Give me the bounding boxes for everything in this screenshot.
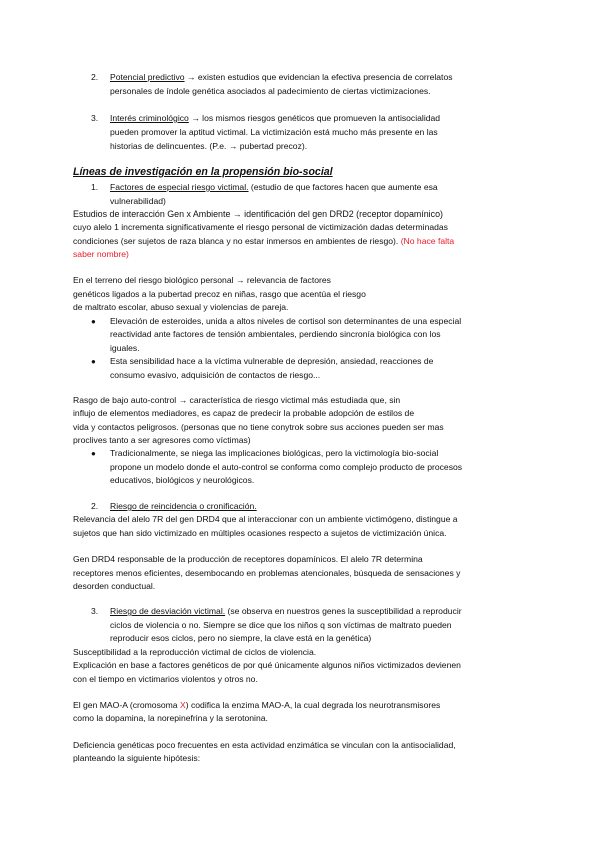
paragraph-line: receptores menos eficientes, desembocando en problemas atencionales, búsqueda de sensaciones y (73, 568, 461, 578)
paragraph-line: proclives tanto a ser agresores como víctimas) (73, 435, 251, 445)
bullet: ● (91, 357, 96, 366)
list-number: 3. (91, 113, 99, 123)
paragraph-line: desorden conductual. (73, 581, 156, 591)
bullet: ● (91, 449, 96, 458)
bullet-text: iguales. (110, 343, 140, 353)
list-number: 2. (91, 501, 99, 511)
paragraph-line: como la dopamina, la norepinefrina y la serotonina. (73, 713, 268, 723)
paragraph-line: Relevancia del alelo 7R del gen DRD4 que al interaccionar con un ambiente victimógeno, distingue a (73, 514, 458, 524)
list-number: 3. (91, 606, 99, 616)
note-red: saber nombre) (73, 249, 129, 259)
paragraph-desviacion: Riesgo de desviación victimal. (se observa en nuestros genes la susceptibilidad a reproducir (110, 606, 462, 616)
paragraph-line: Deficiencia genéticas poco frecuentes en esta actividad enzimática se vinculan con la antisocialidad, (73, 740, 456, 750)
paragraph-line: vulnerabilidad) (110, 196, 166, 206)
bullet-text: educativos, biológicos y neurológicos. (110, 475, 255, 485)
paragraph-line: historias de delincuentes. (P.e. → pubertad precoz). (110, 141, 308, 151)
paragraph-line: En el terreno del riesgo biológico personal → relevancia de factores (73, 275, 331, 285)
term-factores-riesgo: Factores de especial riesgo victimal. (110, 182, 249, 192)
bullet-text: propone un modelo donde el auto-control se conforma como complejo producto de procesos (110, 462, 463, 472)
paragraph-line: sujetos que han sido victimizado en múltiples ocasiones respecto a sujetos de victimización única. (73, 528, 447, 538)
paragraph-line: Rasgo de bajo auto-control → característica de riesgo victimal más estudiada que, sin (73, 395, 401, 405)
paragraph-line: ciclos de violencia o no. Siempre se dice que los niños q son víctimas de maltrato pueden (110, 620, 452, 630)
list-number: 1. (91, 182, 99, 192)
chromosome-x: X (179, 700, 186, 710)
term-riesgo-desviacion: Riesgo de desviación victimal. (110, 606, 226, 616)
term-interes-criminologico: Interés criminológico (110, 113, 189, 123)
paragraph-line: de maltrato escolar, abuso sexual y violencias de pareja. (73, 302, 289, 312)
term-riesgo-reincidencia: Riesgo de reincidencia o cronificación. (110, 501, 257, 511)
paragraph-factores: Factores de especial riesgo victimal. (estudio de que factores hacen que aumente esa (110, 182, 438, 192)
paragraph-line: Estudios de interacción Gen x Ambiente → identificación del gen DRD2 (receptor dopamínico) (73, 209, 443, 219)
note-red: (No hace falta (400, 236, 455, 246)
paragraph-line: influjo de elementos mediadores, es capaz de predecir la probable adopción de estilos de (73, 408, 415, 418)
paragraph-line: reproducir esos ciclos, pero no siempre, la clave está en la genética) (110, 633, 372, 643)
bullet-text: consumo evasivo, adquisición de contactos de riesgo... (110, 370, 321, 380)
paragraph-potencial-predictivo: Potencial predictivo → existen estudios que evidencian la efectiva presencia de correlatos (110, 72, 453, 82)
paragraph-line: cuyo alelo 1 incrementa significativamente el riesgo personal de victimización dadas determinadas (73, 222, 448, 232)
paragraph-line: El gen MAO-A (cromosoma X) codifica la enzima MAO-A, la cual degrada los neurotransmisores (73, 700, 441, 710)
paragraph-line: con el tiempo en victimarios violentos y otros no. (73, 674, 258, 684)
paragraph-line: Susceptibilidad a la reproducción victimal de ciclos de violencia. (73, 647, 317, 657)
paragraph-line: genéticos ligados a la pubertad precoz en niñas, rasgo que acentúa el riesgo (73, 289, 366, 299)
paragraph-line: Explicación en base a factores genéticos de por qué únicamente algunos niños victimizados devienen (73, 660, 461, 670)
paragraph-line: personales de índole genética asociados al padecimiento de ciertas victimizaciones. (110, 86, 431, 96)
paragraph-line: vida y contactos peligrosos. (personas que no tiene conytrok sobre sus acciones pueden ser mas (73, 422, 444, 432)
paragraph-line: Gen DRD4 responsable de la producción de receptores dopamínicos. El alelo 7R determina (73, 554, 423, 564)
paragraph-line: pueden promover la aptitud victimal. La victimización está mucho más presente en las (110, 127, 438, 137)
term-potencial-predictivo: Potencial predictivo (110, 72, 185, 82)
list-number: 2. (91, 72, 99, 82)
paragraph-interes-criminologico: Interés criminológico → los mismos riesgos genéticos que promueven la antisocialidad (110, 113, 441, 123)
paragraph-line: condiciones (ser sujetos de raza blanca y no estar inmersos en ambientes de riesgo). (No hace falta (73, 236, 455, 246)
bullet-text: reactividad ante factores de tensión ambientales, perdiendo sincronía biológica con los (110, 329, 441, 339)
bullet-text: Elevación de esteroides, unida a altos niveles de cortisol son determinantes de una especial (110, 316, 462, 326)
bullet-text: Tradicionalmente, se niega las implicaciones biológicas, pero la victimología bio-social (110, 448, 439, 458)
bullet-text: Esta sensibilidad hace a la víctima vulnerable de depresión, ansiedad, reacciones de (110, 356, 434, 366)
section-heading: Líneas de investigación en la propensión bio-social (73, 166, 333, 178)
paragraph-line: planteando la siguiente hipótesis: (73, 753, 201, 763)
bullet: ● (91, 317, 96, 326)
